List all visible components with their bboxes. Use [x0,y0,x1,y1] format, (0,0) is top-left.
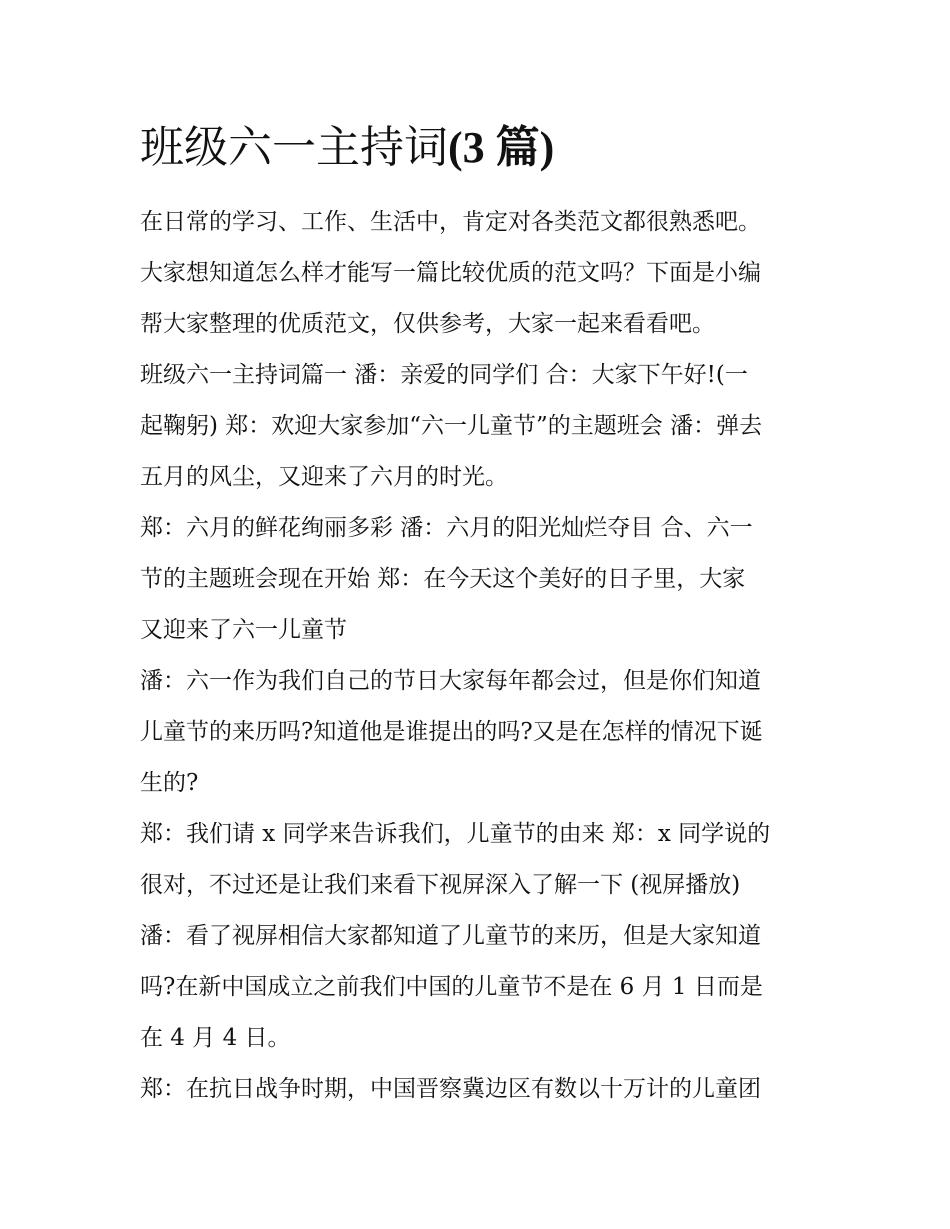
text-line: 又迎来了六一儿童节 [140,617,347,643]
title-main: 班级六一主持词 [140,122,448,173]
text-line: 帮大家整理的优质范文，仅供参考，大家一起来看看吧。 [140,311,715,337]
text-line: 生的? [140,770,199,796]
text-line: 郑：我们请 x 同学来告诉我们，儿童节的由来 郑：x 同学说的 [140,821,771,847]
text-line: 起鞠躬) 郑：欢迎大家参加“六一儿童节”的主题班会 潘：弹去 [140,413,763,439]
text-line: 潘：看了视屏相信大家都知道了儿童节的来历，但是大家知道 [140,923,761,949]
text-line: 儿童节的来历吗?知道他是谁提出的吗?又是在怎样的情况下诞 [140,719,763,745]
text-line: 班级六一主持词篇一 潘：亲爱的同学们 合：大家下午好!(一 [140,362,748,388]
text-line: 节的主题班会现在开始 郑：在今天这个美好的日子里，大家 [140,566,746,592]
text-line: 吗?在新中国成立之前我们中国的儿童节不是在 6 月 1 日而是 [140,974,763,1000]
title-suffix: (3 篇) [448,123,555,172]
document-body [140,197,820,1115]
text-line: 五月的风尘，又迎来了六月的时光。 [140,464,508,490]
text-line: 潘：六一作为我们自己的节日大家每年都会过，但是你们知道 [140,668,761,694]
text-line: 很对，不过还是让我们来看下视屏深入了解一下 (视屏播放) [140,872,741,898]
text-line: 在 4 月 4 日。 [140,1025,291,1051]
document-title [140,118,554,178]
text-line: 郑：在抗日战争时期，中国晋察冀边区有数以十万计的儿童团 [140,1076,761,1102]
text-line: 郑：六月的鲜花绚丽多彩 潘：六月的阳光灿烂夺目 合、六一 [140,515,753,541]
text-line: 在日常的学习、工作、生活中，肯定对各类范文都很熟悉吧。 [140,209,761,235]
text-line: 大家想知道怎么样才能写一篇比较优质的范文吗？下面是小编 [140,260,761,286]
